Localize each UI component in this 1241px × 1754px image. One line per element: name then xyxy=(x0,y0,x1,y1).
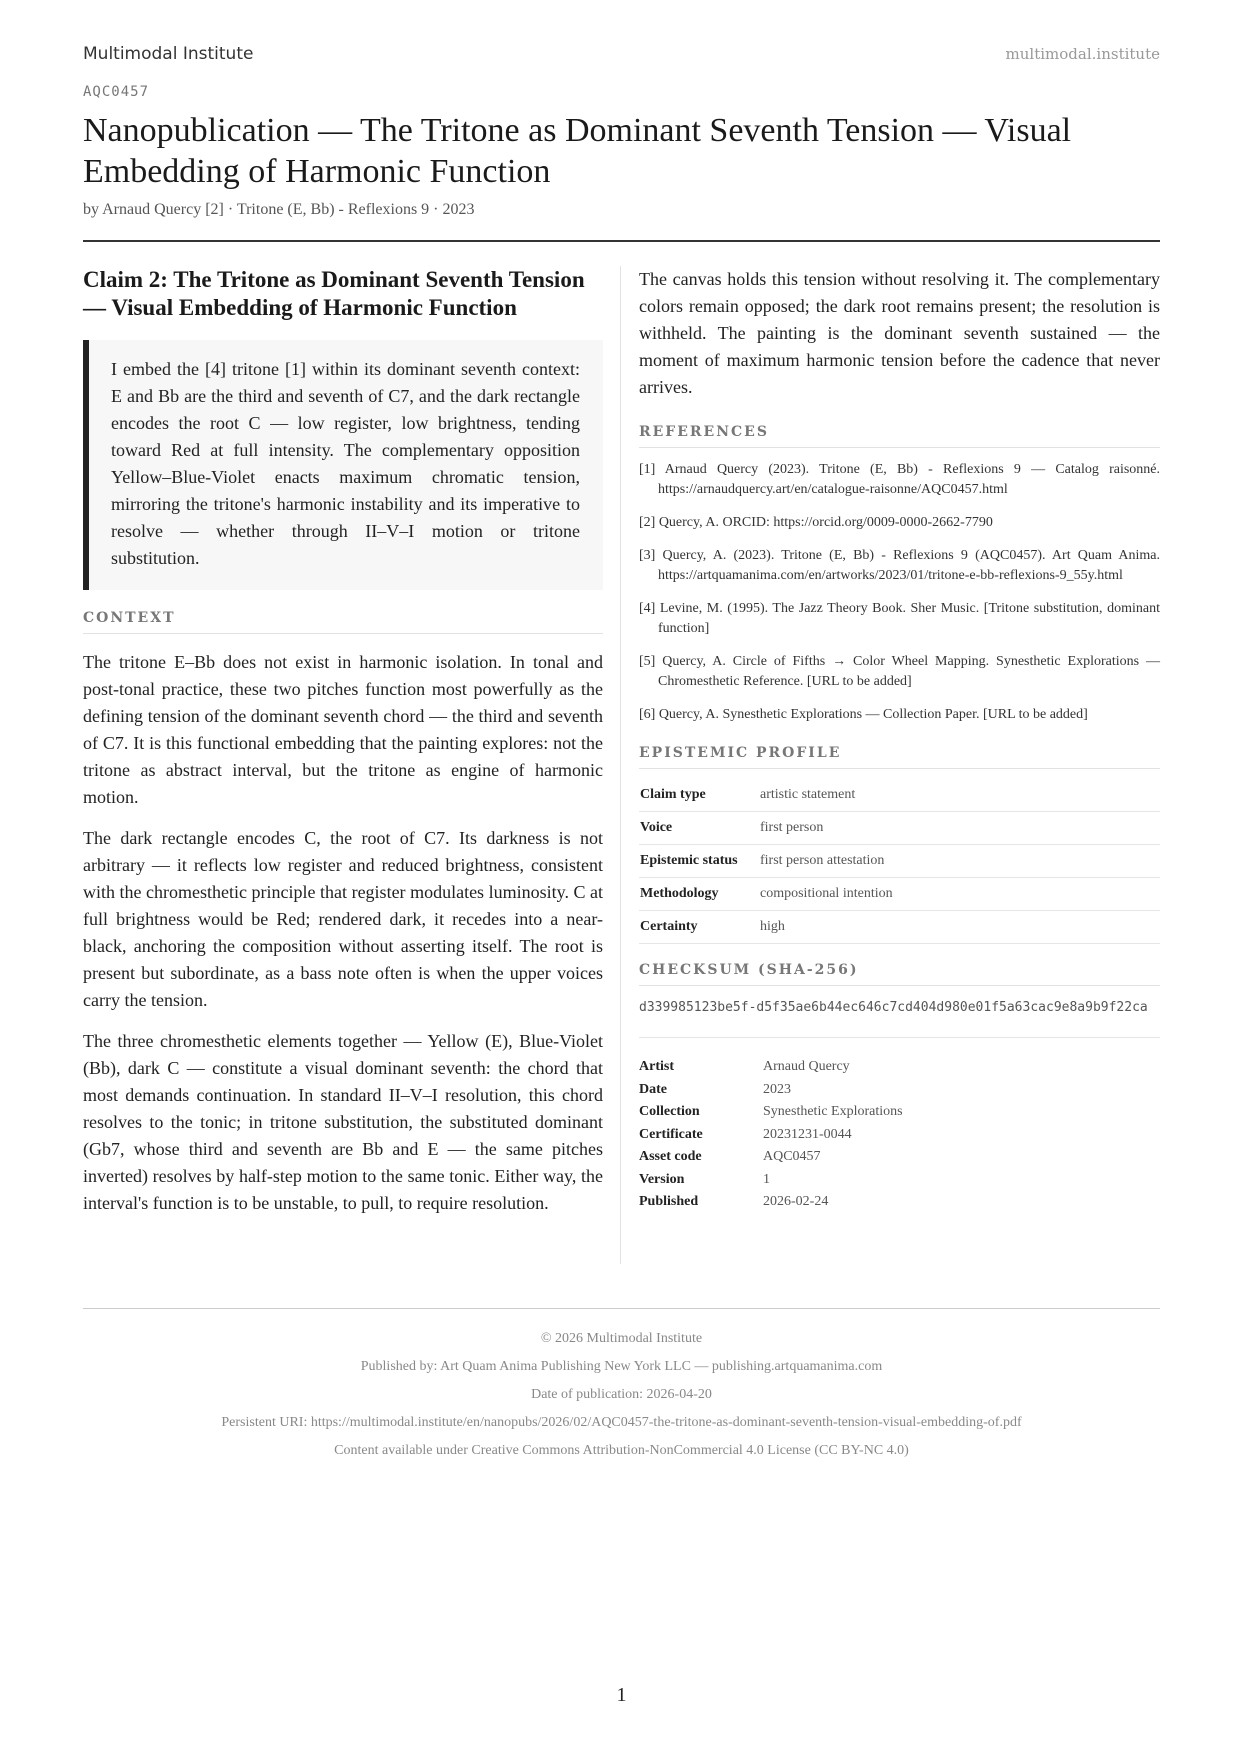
meta-key: Asset code xyxy=(639,1149,702,1164)
row-key: Claim type xyxy=(639,779,759,812)
checksum-value: d339985123be5f-d5f35ae6b44ec646c7cd404d980e01f5a63cac9e8a9b9f22ca xyxy=(639,998,1160,1038)
left-column xyxy=(83,266,603,1217)
table-row xyxy=(639,1056,903,1079)
epistemic-profile-label: EPISTEMIC PROFILE xyxy=(639,745,1160,769)
context-paragraph: The three chromesthetic elements together — Yellow (E), Blue-Violet (Bb), dark C — constitute a visual dominant seventh: the chord that most demands continuation. In standard II–V–I resolution, this chord resolves to the tonic; in tritone substitution, the substituted dominant (Gb7, whose third and seventh are Bb and E — the same pitches inverted) resolves by half-step motion to the same tonic. Either way, the interval's function is to be unstable, to pull, to require resolution. xyxy=(83,1031,603,1213)
header-divider xyxy=(83,240,1160,242)
page-number: 1 xyxy=(616,1684,627,1706)
footer-copyright: © 2026 Multimodal Institute xyxy=(540,1331,703,1346)
checksum-label: CHECKSUM (SHA-256) xyxy=(639,962,1160,986)
row-key: Methodology xyxy=(639,878,759,911)
reference-item: [5] Quercy, A. Circle of Fifths → Color Wheel Mapping. Synesthetic Explorations — Chromesthetic Reference. [URL to be added] xyxy=(639,654,1160,689)
row-value: high xyxy=(759,911,1160,944)
meta-value: Synesthetic Explorations xyxy=(763,1104,903,1119)
table-row xyxy=(639,845,1160,878)
context-paragraph: The tritone E–Bb does not exist in harmonic isolation. In tonal and post-tonal practice, these two pitches function most powerfully as the defining tension of the dominant seventh chord — the third and seventh of C7. It is this functional embedding that the painting explores: not the tritone as abstract interval, but the tritone as engine of harmonic motion. xyxy=(83,652,603,807)
context-continuation: The canvas holds this tension without resolving it. The complementary colors remain opposed; the dark root remains present; the resolution is withheld. The painting is the dominant seventh sustained — the moment of maximum harmonic tension before the cadence that never arrives. xyxy=(639,269,1160,397)
claim-statement-box xyxy=(83,340,603,590)
table-row xyxy=(639,1146,903,1169)
footer-license: Content available under Creative Commons Attribution-NonCommercial 4.0 License (CC BY-NC 4.0) xyxy=(334,1443,909,1458)
column-divider xyxy=(620,266,621,1264)
table-row xyxy=(639,779,1160,812)
meta-value: 20231231-0044 xyxy=(763,1126,852,1142)
footer-publisher: Published by: Art Quam Anima Publishing New York LLC — publishing.artquamanima.com xyxy=(360,1359,883,1374)
reference-item: [6] Quercy, A. Synesthetic Explorations — Collection Paper. [URL to be added] xyxy=(639,707,1088,722)
table-row xyxy=(639,1079,903,1102)
reference-item: [4] Levine, M. (1995). The Jazz Theory Book. Sher Music. [Tritone substitution, dominant function] xyxy=(639,601,1160,636)
table-row xyxy=(639,911,1160,944)
footer-persistent-uri[interactable]: Persistent URI: https://multimodal.institute/en/nanopubs/2026/02/AQC0457-the-tritone-as-dominant-seventh-tension-visual-embedding-of.pdf xyxy=(221,1415,1022,1430)
meta-key: Artist xyxy=(639,1059,674,1074)
meta-value: 2026-02-24 xyxy=(763,1194,829,1209)
table-row xyxy=(639,1169,903,1192)
row-key: Epistemic status xyxy=(639,845,759,878)
asset-code: AQC0457 xyxy=(83,84,150,100)
row-value: compositional intention xyxy=(759,878,1160,911)
footer-divider xyxy=(83,1308,1160,1309)
reference-item[interactable]: [2] Quercy, A. ORCID: https://orcid.org/0009-0000-2662-7790 xyxy=(639,515,993,530)
row-key: Certainty xyxy=(639,911,759,944)
page-header xyxy=(83,44,1160,64)
table-row xyxy=(639,1191,903,1214)
meta-key: Certificate xyxy=(639,1126,703,1142)
meta-value: AQC0457 xyxy=(763,1149,821,1164)
institute-name: Multimodal Institute xyxy=(83,44,254,64)
document-title: Nanopublication — The Tritone as Dominant Seventh Tension — Visual Embedding of Harmonic Function xyxy=(83,112,1072,190)
meta-key: Version xyxy=(639,1171,685,1187)
meta-value: 1 xyxy=(763,1171,770,1187)
references-list xyxy=(639,460,1160,725)
footer-publication-date: Date of publication: 2026-04-20 xyxy=(531,1387,712,1402)
row-key: Voice xyxy=(639,812,759,845)
reference-item[interactable]: [1] Arnaud Quercy (2023). Tritone (E, Bb) - Reflexions 9 — Catalog raisonné. https://arnaudquercy.art/en/catalogue-raisonne/AQC0457.html xyxy=(639,462,1160,497)
references-label: REFERENCES xyxy=(639,424,1160,448)
meta-value: Arnaud Quercy xyxy=(763,1059,850,1074)
reference-item[interactable]: [3] Quercy, A. (2023). Tritone (E, Bb) - Reflexions 9 (AQC0457). Art Quam Anima. https://artquamanima.com/en/artworks/2023/01/tritone-e-bb-reflexions-9_55y.html xyxy=(639,548,1160,583)
context-paragraph: The dark rectangle encodes C, the root of C7. Its darkness is not arbitrary — it reflects low register and reduced brightness, consistent with the chromesthetic principle that register modulates luminosity. C at full brightness would be Red; rendered dark, it recedes into a near-black, anchoring the composition without asserting itself. The root is present but subordinate, as a bass note often is when the upper voices carry the tension. xyxy=(83,828,603,1010)
meta-value: 2023 xyxy=(763,1081,791,1097)
row-value: first person attestation xyxy=(759,845,1160,878)
right-column xyxy=(639,266,1160,1214)
meta-key: Collection xyxy=(639,1104,700,1119)
row-value: first person xyxy=(759,812,1160,845)
row-value: artistic statement xyxy=(759,779,1160,812)
metadata-table xyxy=(639,1056,903,1214)
context-label: CONTEXT xyxy=(83,610,603,634)
claim-statement: I embed the [4] tritone [1] within its dominant seventh context: E and Bb are the third and seventh of C7, and the dark rectangle encodes the root C — low register, low brightness, tending toward Red at full intensity. The complementary opposition Yellow–Blue-Violet enacts maximum chromatic tension, mirroring the tritone's harmonic instability and its imperative to resolve — whether through II–V–I motion or tritone substitution. xyxy=(111,359,580,568)
claim-heading: Claim 2: The Tritone as Dominant Seventh Tension — Visual Embedding of Harmonic Function xyxy=(83,267,585,320)
meta-key: Date xyxy=(639,1081,667,1097)
table-row xyxy=(639,1124,903,1147)
site-domain[interactable]: multimodal.institute xyxy=(1005,45,1160,63)
meta-key: Published xyxy=(639,1194,699,1209)
page-footer xyxy=(83,1325,1160,1465)
table-row xyxy=(639,878,1160,911)
table-row xyxy=(639,812,1160,845)
epistemic-profile-table xyxy=(639,779,1160,944)
table-row xyxy=(639,1101,903,1124)
byline: by Arnaud Quercy [2] · Tritone (E, Bb) - Reflexions 9 · 2023 xyxy=(83,201,475,218)
